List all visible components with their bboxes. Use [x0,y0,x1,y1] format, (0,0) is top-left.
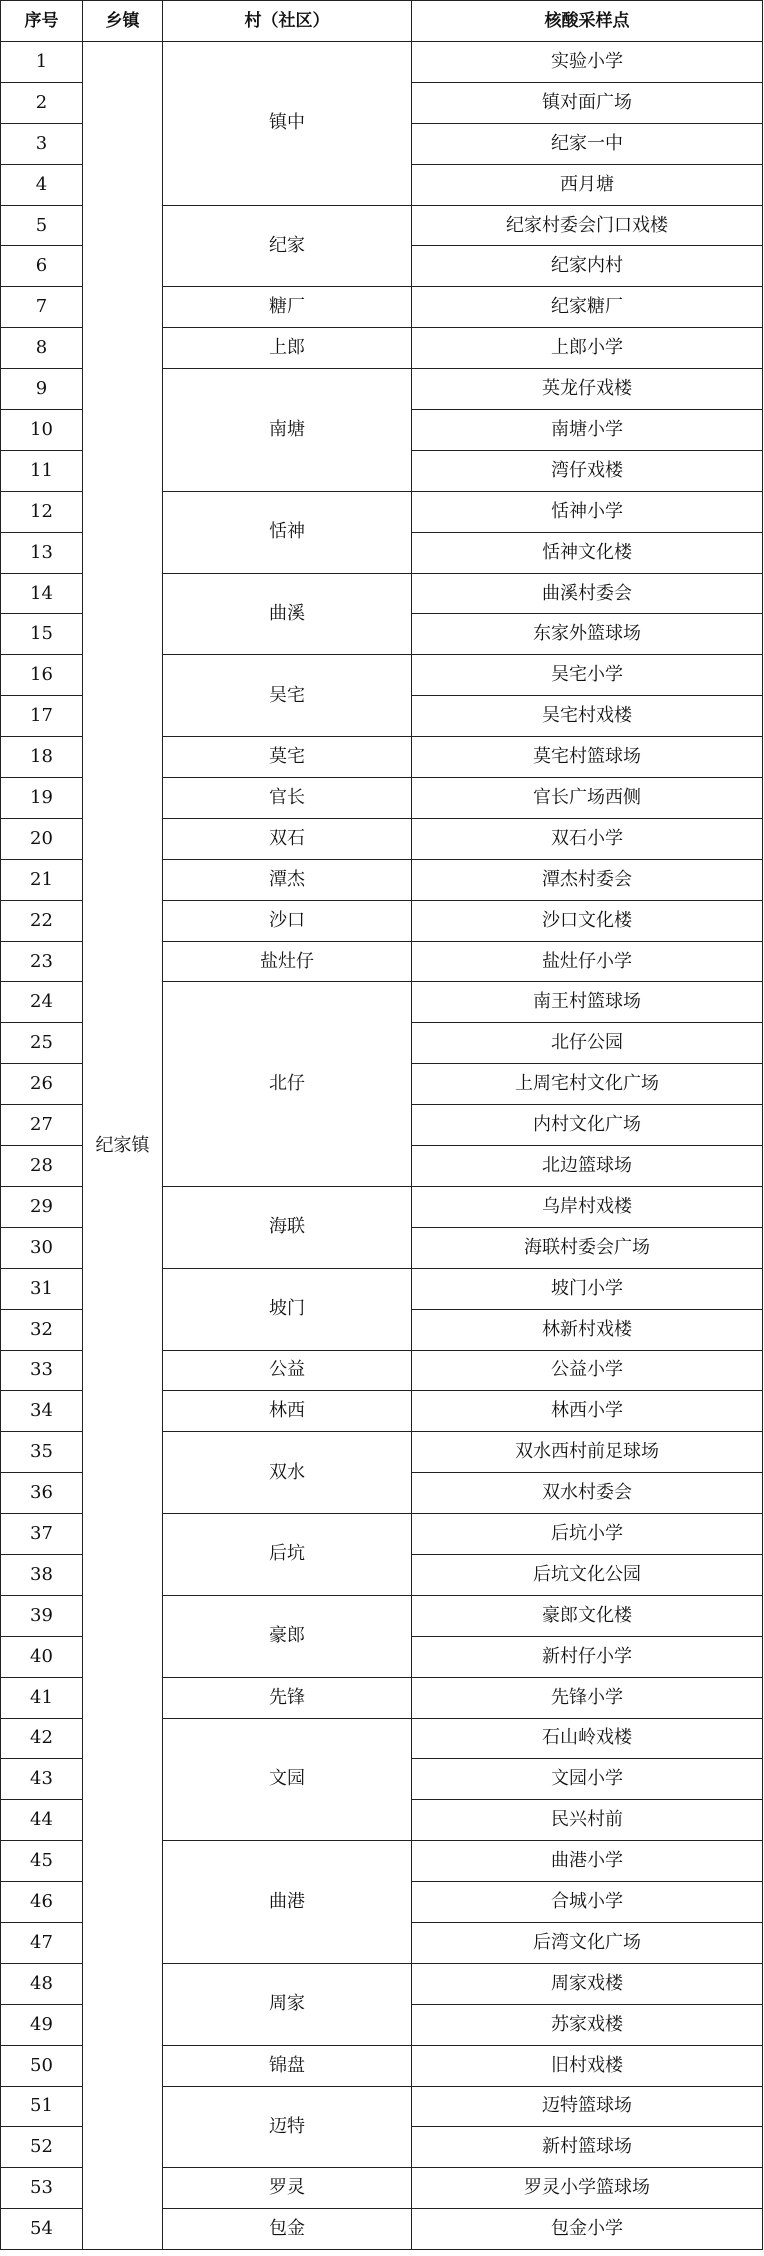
row-index: 54 [1,2209,83,2250]
village-cell: 曲港 [163,1841,412,1964]
row-index: 44 [1,1800,83,1841]
village-cell: 罗灵 [163,2168,412,2209]
site-cell: 民兴村前 [412,1800,763,1841]
row-index: 28 [1,1146,83,1187]
row-index: 7 [1,287,83,328]
row-index: 36 [1,1473,83,1514]
site-cell: 内村文化广场 [412,1105,763,1146]
site-cell: 乌岸村戏楼 [412,1186,763,1227]
row-index: 12 [1,491,83,532]
site-cell: 北边篮球场 [412,1146,763,1187]
village-cell: 文园 [163,1718,412,1841]
site-cell: 纪家糖厂 [412,287,763,328]
row-index: 24 [1,982,83,1023]
site-cell: 恬神小学 [412,491,763,532]
row-index: 23 [1,941,83,982]
row-index: 29 [1,1186,83,1227]
site-cell: 西月塘 [412,164,763,205]
site-cell: 英龙仔戏楼 [412,369,763,410]
site-cell: 双水西村前足球场 [412,1432,763,1473]
village-cell: 镇中 [163,42,412,206]
row-index: 32 [1,1309,83,1350]
row-index: 9 [1,369,83,410]
site-cell: 后湾文化广场 [412,1922,763,1963]
row-index: 14 [1,573,83,614]
village-cell: 上郎 [163,328,412,369]
site-cell: 纪家一中 [412,123,763,164]
site-cell: 公益小学 [412,1350,763,1391]
town-cell: 纪家镇 [83,42,163,2250]
site-cell: 曲溪村委会 [412,573,763,614]
site-cell: 林西小学 [412,1391,763,1432]
row-index: 46 [1,1882,83,1923]
row-index: 31 [1,1268,83,1309]
row-index: 10 [1,410,83,451]
row-index: 20 [1,818,83,859]
row-index: 48 [1,1963,83,2004]
row-index: 4 [1,164,83,205]
row-index: 21 [1,859,83,900]
header-site: 核酸采样点 [412,1,763,42]
site-cell: 上周宅村文化广场 [412,1064,763,1105]
village-cell: 糖厂 [163,287,412,328]
site-cell: 先锋小学 [412,1677,763,1718]
site-cell: 官长广场西侧 [412,778,763,819]
header-town: 乡镇 [83,1,163,42]
village-cell: 沙口 [163,900,412,941]
row-index: 25 [1,1023,83,1064]
site-cell: 新村仔小学 [412,1636,763,1677]
site-cell: 罗灵小学篮球场 [412,2168,763,2209]
site-cell: 周家戏楼 [412,1963,763,2004]
row-index: 53 [1,2168,83,2209]
site-cell: 镇对面广场 [412,82,763,123]
site-cell: 南塘小学 [412,410,763,451]
village-cell: 周家 [163,1963,412,2045]
village-cell: 双石 [163,818,412,859]
row-index: 27 [1,1105,83,1146]
village-cell: 林西 [163,1391,412,1432]
site-cell: 石山岭戏楼 [412,1718,763,1759]
site-cell: 文园小学 [412,1759,763,1800]
village-cell: 盐灶仔 [163,941,412,982]
village-cell: 先锋 [163,1677,412,1718]
site-cell: 吴宅村戏楼 [412,696,763,737]
village-cell: 纪家 [163,205,412,287]
site-cell: 海联村委会广场 [412,1227,763,1268]
row-index: 13 [1,532,83,573]
site-cell: 包金小学 [412,2209,763,2250]
row-index: 15 [1,614,83,655]
site-cell: 沙口文化楼 [412,900,763,941]
site-cell: 北仔公园 [412,1023,763,1064]
row-index: 43 [1,1759,83,1800]
site-cell: 东家外篮球场 [412,614,763,655]
village-cell: 吴宅 [163,655,412,737]
row-index: 8 [1,328,83,369]
row-index: 3 [1,123,83,164]
site-cell: 潭杰村委会 [412,859,763,900]
village-cell: 南塘 [163,369,412,492]
site-cell: 合城小学 [412,1882,763,1923]
village-cell: 北仔 [163,982,412,1186]
village-cell: 包金 [163,2209,412,2250]
site-cell: 南王村篮球场 [412,982,763,1023]
village-cell: 莫宅 [163,737,412,778]
site-cell: 双水村委会 [412,1473,763,1514]
table-row [1,42,763,83]
row-index: 22 [1,900,83,941]
site-cell: 苏家戏楼 [412,2004,763,2045]
row-index: 41 [1,1677,83,1718]
site-cell: 上郎小学 [412,328,763,369]
row-index: 26 [1,1064,83,1105]
row-index: 38 [1,1554,83,1595]
row-index: 40 [1,1636,83,1677]
row-index: 5 [1,205,83,246]
site-cell: 吴宅小学 [412,655,763,696]
village-cell: 曲溪 [163,573,412,655]
row-index: 1 [1,42,83,83]
row-index: 39 [1,1595,83,1636]
header-index: 序号 [1,1,83,42]
village-cell: 公益 [163,1350,412,1391]
row-index: 16 [1,655,83,696]
row-index: 34 [1,1391,83,1432]
site-cell: 豪郎文化楼 [412,1595,763,1636]
header-row [1,1,763,42]
village-cell: 豪郎 [163,1595,412,1677]
row-index: 45 [1,1841,83,1882]
row-index: 50 [1,2045,83,2086]
site-cell: 迈特篮球场 [412,2086,763,2127]
row-index: 18 [1,737,83,778]
row-index: 47 [1,1922,83,1963]
site-cell: 莫宅村篮球场 [412,737,763,778]
row-index: 37 [1,1514,83,1555]
site-cell: 恬神文化楼 [412,532,763,573]
row-index: 35 [1,1432,83,1473]
site-cell: 新村篮球场 [412,2127,763,2168]
village-cell: 迈特 [163,2086,412,2168]
village-cell: 坡门 [163,1268,412,1350]
row-index: 52 [1,2127,83,2168]
village-cell: 锦盘 [163,2045,412,2086]
village-cell: 恬神 [163,491,412,573]
site-cell: 纪家村委会门口戏楼 [412,205,763,246]
row-index: 30 [1,1227,83,1268]
site-cell: 纪家内村 [412,246,763,287]
village-cell: 海联 [163,1186,412,1268]
site-cell: 后坑文化公园 [412,1554,763,1595]
village-cell: 双水 [163,1432,412,1514]
row-index: 51 [1,2086,83,2127]
site-cell: 双石小学 [412,818,763,859]
site-cell: 林新村戏楼 [412,1309,763,1350]
site-cell: 实验小学 [412,42,763,83]
row-index: 2 [1,82,83,123]
row-index: 42 [1,1718,83,1759]
row-index: 49 [1,2004,83,2045]
site-cell: 湾仔戏楼 [412,450,763,491]
table-body [1,42,763,2250]
village-cell: 官长 [163,778,412,819]
row-index: 19 [1,778,83,819]
row-index: 6 [1,246,83,287]
site-cell: 后坑小学 [412,1514,763,1555]
row-index: 33 [1,1350,83,1391]
site-cell: 坡门小学 [412,1268,763,1309]
site-cell: 曲港小学 [412,1841,763,1882]
village-cell: 后坑 [163,1514,412,1596]
village-cell: 潭杰 [163,859,412,900]
row-index: 11 [1,450,83,491]
header-village: 村（社区） [163,1,412,42]
site-cell: 盐灶仔小学 [412,941,763,982]
site-cell: 旧村戏楼 [412,2045,763,2086]
row-index: 17 [1,696,83,737]
